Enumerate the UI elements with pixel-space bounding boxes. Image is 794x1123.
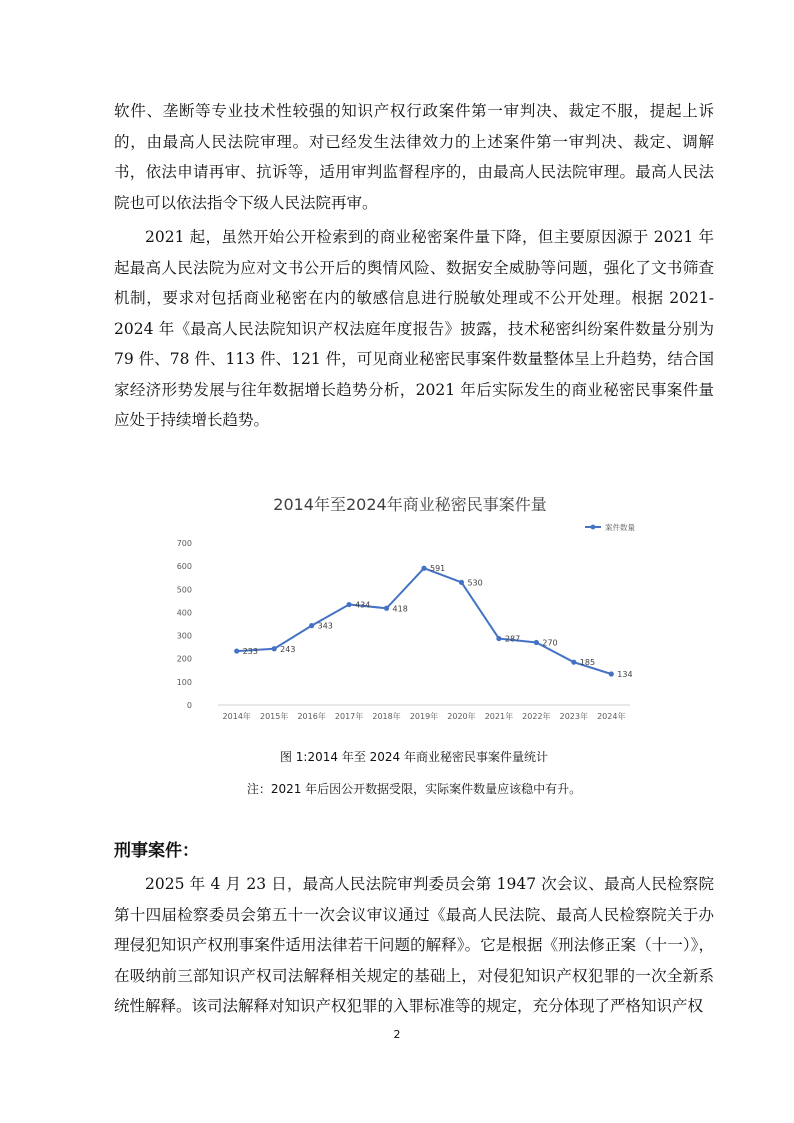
y-tick-label: 700 bbox=[176, 539, 192, 548]
x-tick-label: 2015年 bbox=[260, 712, 289, 721]
x-tick-label: 2019年 bbox=[409, 712, 439, 721]
y-tick-label: 0 bbox=[186, 701, 192, 710]
x-tick-label: 2022年 bbox=[522, 712, 551, 721]
x-tick-label: 2020年 bbox=[447, 712, 476, 721]
data-label: 270 bbox=[542, 638, 558, 648]
x-tick-label: 2014年 bbox=[222, 712, 251, 721]
data-label: 134 bbox=[617, 669, 633, 679]
data-label: 243 bbox=[280, 644, 296, 654]
data-point bbox=[459, 580, 464, 585]
page-number: 2 bbox=[393, 1028, 401, 1041]
legend-marker bbox=[591, 525, 596, 530]
data-label: 434 bbox=[355, 600, 371, 610]
chart-canvas bbox=[160, 480, 660, 730]
data-point bbox=[309, 623, 314, 628]
y-tick-label: 200 bbox=[176, 654, 192, 664]
data-label: 343 bbox=[317, 621, 333, 631]
data-point bbox=[609, 671, 614, 676]
data-point bbox=[571, 660, 576, 665]
data-point bbox=[234, 648, 239, 653]
y-tick-label: 400 bbox=[176, 608, 192, 618]
paragraph-criminal-interpretation: 2025 年 4 月 23 日，最高人民法院审判委员会第 1947 次会议、最高人民检察院第十四届检察委员会第五十一次会议审议通过《最高人民法院、最高人民检察院关于办理侵犯知识产权刑事案件适用法律若干问题的解释》。它是根据《刑法修正案（十一）》，在吸纳前三部知识产权司法解释相关规定的基础上，对侵犯知识产权犯罪的一次全新系统性解释。该司法解释对知识产权犯罪的入罪标准等的规定，充分体现了严格知识产权 bbox=[114, 875, 714, 1015]
x-tick-label: 2018年 bbox=[372, 712, 401, 721]
data-point bbox=[272, 646, 277, 651]
y-tick-label: 500 bbox=[176, 585, 192, 595]
paragraph-trade-secret-trend: 2021 起，虽然开始公开检索到的商业秘密案件量下降，但主要原因源于 2021 年起最高人民法院为应对文书公开后的舆情风险、数据安全威胁等问题，强化了文书筛查机制，要求对包括商业秘密在内的敏感信息进行脱敏处理或不公开处理。根据 2021-2024 年《最高人民法院知识产权法庭年度报告》披露，技术秘密纠纷案件数量分别为 79 件、78 件、113 件、121 件，可见商业秘密民事案件数量整体呈上升趋势，结合国家经济形势发展与往年数据增长趋势分析，2021 年后实际发生的商业秘密民事案件量应处于持续增长趋势。 bbox=[114, 228, 714, 429]
x-tick-label: 2024年 bbox=[597, 712, 626, 721]
legend-label: 案件数量 bbox=[605, 523, 635, 532]
data-label: 287 bbox=[504, 634, 521, 644]
y-tick-label: 300 bbox=[176, 631, 192, 641]
figure-caption: 图 1:2014 年至 2024 年商业秘密民事案件量统计 bbox=[279, 750, 548, 764]
data-label: 185 bbox=[579, 658, 596, 668]
data-label: 233 bbox=[242, 647, 259, 657]
paragraph-admin-cases: 软件、垄断等专业技术性较强的知识产权行政案件第一审判决、裁定不服，提起上诉的，由最高人民法院审理。对已经发生法律效力的上述案件第一审判决、裁定、调解书，依法申请再审、抗诉等，适用审判监督程序的，由最高人民法院审理。最高人民法院也可以依法指令下级人民法院再审。 bbox=[114, 102, 714, 212]
series-line bbox=[237, 568, 612, 674]
x-tick-label: 2016年 bbox=[297, 712, 326, 721]
data-point bbox=[384, 606, 389, 611]
data-point bbox=[496, 636, 501, 641]
data-label: 591 bbox=[430, 564, 446, 574]
chart-title: 2014年至2024年商业秘密民事案件量 bbox=[273, 495, 547, 514]
data-label: 418 bbox=[392, 604, 408, 614]
x-tick-label: 2017年 bbox=[334, 712, 364, 721]
section-heading-criminal-cases: 刑事案件： bbox=[114, 841, 199, 861]
data-point bbox=[534, 640, 539, 645]
y-tick-label: 600 bbox=[176, 562, 192, 572]
data-point bbox=[346, 602, 351, 607]
x-tick-label: 2023年 bbox=[559, 712, 588, 721]
trade-secret-line-chart bbox=[160, 480, 660, 730]
x-tick-label: 2021年 bbox=[484, 712, 514, 721]
figure-note: 注：2021 年后因公开数据受限，实际案件数量应该稳中有升。 bbox=[246, 782, 582, 796]
y-tick-label: 100 bbox=[176, 677, 192, 687]
data-label: 530 bbox=[467, 578, 483, 588]
data-point bbox=[421, 566, 426, 571]
